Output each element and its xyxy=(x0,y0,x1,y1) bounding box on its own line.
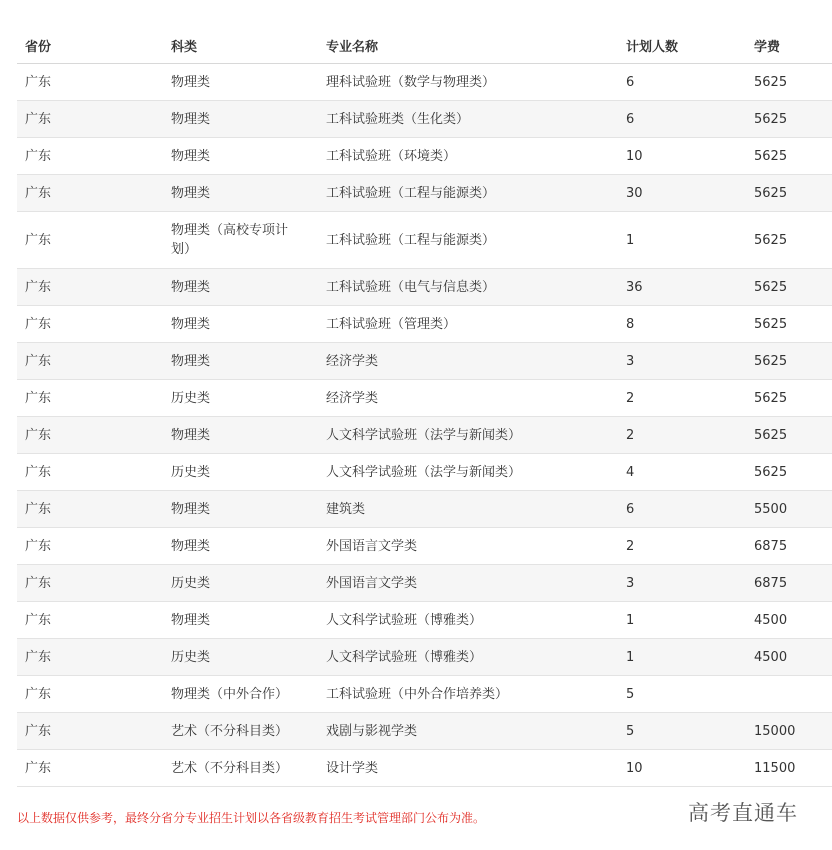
cell-planned-count: 3 xyxy=(618,565,746,602)
cell-major-name: 理科试验班（数学与物理类） xyxy=(318,64,618,101)
cell-planned-count: 4 xyxy=(618,454,746,491)
cell-planned-count: 1 xyxy=(618,212,746,269)
cell-province: 广东 xyxy=(17,565,163,602)
cell-tuition: 5500 xyxy=(746,491,832,528)
cell-subject-category: 物理类（中外合作） xyxy=(163,676,318,713)
cell-planned-count: 2 xyxy=(618,417,746,454)
table-row xyxy=(17,528,832,565)
cell-subject-category: 物理类 xyxy=(163,175,318,212)
table-row xyxy=(17,454,832,491)
header-major-name: 专业名称 xyxy=(318,27,618,64)
cell-subject-category: 物理类 xyxy=(163,343,318,380)
cell-tuition: 5625 xyxy=(746,306,832,343)
cell-province: 广东 xyxy=(17,64,163,101)
cell-subject-category: 历史类 xyxy=(163,565,318,602)
cell-tuition xyxy=(746,676,832,713)
cell-subject-category: 物理类 xyxy=(163,138,318,175)
table-row xyxy=(17,713,832,750)
cell-province: 广东 xyxy=(17,138,163,175)
cell-planned-count: 6 xyxy=(618,101,746,138)
cell-tuition: 5625 xyxy=(746,212,832,269)
cell-major-name: 人文科学试验班（博雅类） xyxy=(318,639,618,676)
table-row xyxy=(17,491,832,528)
cell-province: 广东 xyxy=(17,343,163,380)
cell-planned-count: 1 xyxy=(618,602,746,639)
cell-major-name: 工科试验班（环境类） xyxy=(318,138,618,175)
table-row xyxy=(17,343,832,380)
cell-tuition: 4500 xyxy=(746,602,832,639)
table-row xyxy=(17,380,832,417)
cell-tuition: 5625 xyxy=(746,175,832,212)
watermark-logo-text: 高考直通车 xyxy=(688,801,798,825)
table-row xyxy=(17,676,832,713)
table-row xyxy=(17,175,832,212)
cell-tuition: 11500 xyxy=(746,750,832,787)
cell-province: 广东 xyxy=(17,212,163,269)
cell-subject-category: 物理类 xyxy=(163,417,318,454)
table-row xyxy=(17,306,832,343)
cell-planned-count: 36 xyxy=(618,269,746,306)
header-planned-count: 计划人数 xyxy=(618,27,746,64)
cell-province: 广东 xyxy=(17,602,163,639)
header-tuition: 学费 xyxy=(746,27,832,64)
cell-subject-category: 艺术（不分科目类） xyxy=(163,750,318,787)
cell-subject-category: 物理类 xyxy=(163,306,318,343)
cell-tuition: 15000 xyxy=(746,713,832,750)
cell-province: 广东 xyxy=(17,528,163,565)
cell-tuition: 5625 xyxy=(746,138,832,175)
cell-subject-category: 物理类 xyxy=(163,101,318,138)
cell-tuition: 5625 xyxy=(746,101,832,138)
cell-major-name: 人文科学试验班（法学与新闻类） xyxy=(318,454,618,491)
cell-major-name: 外国语言文学类 xyxy=(318,565,618,602)
cell-subject-category: 历史类 xyxy=(163,454,318,491)
cell-major-name: 工科试验班（工程与能源类） xyxy=(318,212,618,269)
cell-tuition: 5625 xyxy=(746,454,832,491)
cell-major-name: 人文科学试验班（博雅类） xyxy=(318,602,618,639)
cell-subject-category: 物理类 xyxy=(163,528,318,565)
cell-major-name: 戏剧与影视学类 xyxy=(318,713,618,750)
cell-subject-category: 历史类 xyxy=(163,639,318,676)
cell-tuition: 5625 xyxy=(746,64,832,101)
cell-tuition: 6875 xyxy=(746,565,832,602)
cell-province: 广东 xyxy=(17,639,163,676)
table-header xyxy=(17,27,832,64)
cell-major-name: 经济学类 xyxy=(318,380,618,417)
table-body xyxy=(17,64,832,787)
admission-plan-table xyxy=(17,27,832,787)
cell-tuition: 4500 xyxy=(746,639,832,676)
cell-tuition: 5625 xyxy=(746,343,832,380)
cell-province: 广东 xyxy=(17,175,163,212)
header-subject-category: 科类 xyxy=(163,27,318,64)
cell-province: 广东 xyxy=(17,676,163,713)
header-row xyxy=(17,27,832,64)
cell-subject-category: 物理类 xyxy=(163,64,318,101)
cell-major-name: 工科试验班类（生化类） xyxy=(318,101,618,138)
table-row xyxy=(17,750,832,787)
cell-planned-count: 10 xyxy=(618,138,746,175)
admission-plan-table-container xyxy=(17,27,832,787)
table-row xyxy=(17,417,832,454)
cell-province: 广东 xyxy=(17,306,163,343)
table-row xyxy=(17,602,832,639)
cell-province: 广东 xyxy=(17,101,163,138)
table-row xyxy=(17,212,832,269)
cell-planned-count: 10 xyxy=(618,750,746,787)
cell-tuition: 5625 xyxy=(746,380,832,417)
cell-planned-count: 3 xyxy=(618,343,746,380)
cell-tuition: 5625 xyxy=(746,417,832,454)
cell-major-name: 建筑类 xyxy=(318,491,618,528)
cell-major-name: 设计学类 xyxy=(318,750,618,787)
cell-province: 广东 xyxy=(17,380,163,417)
cell-subject-category: 物理类 xyxy=(163,491,318,528)
cell-province: 广东 xyxy=(17,713,163,750)
cell-province: 广东 xyxy=(17,454,163,491)
cell-tuition: 5625 xyxy=(746,269,832,306)
cell-planned-count: 1 xyxy=(618,639,746,676)
cell-major-name: 经济学类 xyxy=(318,343,618,380)
table-row xyxy=(17,138,832,175)
cell-subject-category: 艺术（不分科目类） xyxy=(163,713,318,750)
table-row xyxy=(17,269,832,306)
cell-planned-count: 2 xyxy=(618,528,746,565)
cell-major-name: 工科试验班（工程与能源类） xyxy=(318,175,618,212)
cell-subject-category: 历史类 xyxy=(163,380,318,417)
cell-major-name: 工科试验班（中外合作培养类） xyxy=(318,676,618,713)
cell-major-name: 外国语言文学类 xyxy=(318,528,618,565)
cell-planned-count: 5 xyxy=(618,676,746,713)
cell-subject-category: 物理类（高校专项计划） xyxy=(163,212,318,269)
cell-planned-count: 5 xyxy=(618,713,746,750)
cell-tuition: 6875 xyxy=(746,528,832,565)
header-province: 省份 xyxy=(17,27,163,64)
cell-major-name: 工科试验班（管理类） xyxy=(318,306,618,343)
table-row xyxy=(17,565,832,602)
disclaimer-note: 以上数据仅供参考，最终分省分专业招生计划以各省级教育招生考试管理部门公布为准。 xyxy=(17,811,486,825)
cell-planned-count: 6 xyxy=(618,491,746,528)
cell-subject-category: 物理类 xyxy=(163,269,318,306)
table-row xyxy=(17,639,832,676)
cell-province: 广东 xyxy=(17,491,163,528)
cell-planned-count: 8 xyxy=(618,306,746,343)
cell-subject-category: 物理类 xyxy=(163,602,318,639)
cell-province: 广东 xyxy=(17,269,163,306)
cell-province: 广东 xyxy=(17,750,163,787)
table-row xyxy=(17,101,832,138)
cell-planned-count: 2 xyxy=(618,380,746,417)
cell-major-name: 人文科学试验班（法学与新闻类） xyxy=(318,417,618,454)
table-row xyxy=(17,64,832,101)
cell-planned-count: 6 xyxy=(618,64,746,101)
cell-planned-count: 30 xyxy=(618,175,746,212)
cell-major-name: 工科试验班（电气与信息类） xyxy=(318,269,618,306)
cell-province: 广东 xyxy=(17,417,163,454)
